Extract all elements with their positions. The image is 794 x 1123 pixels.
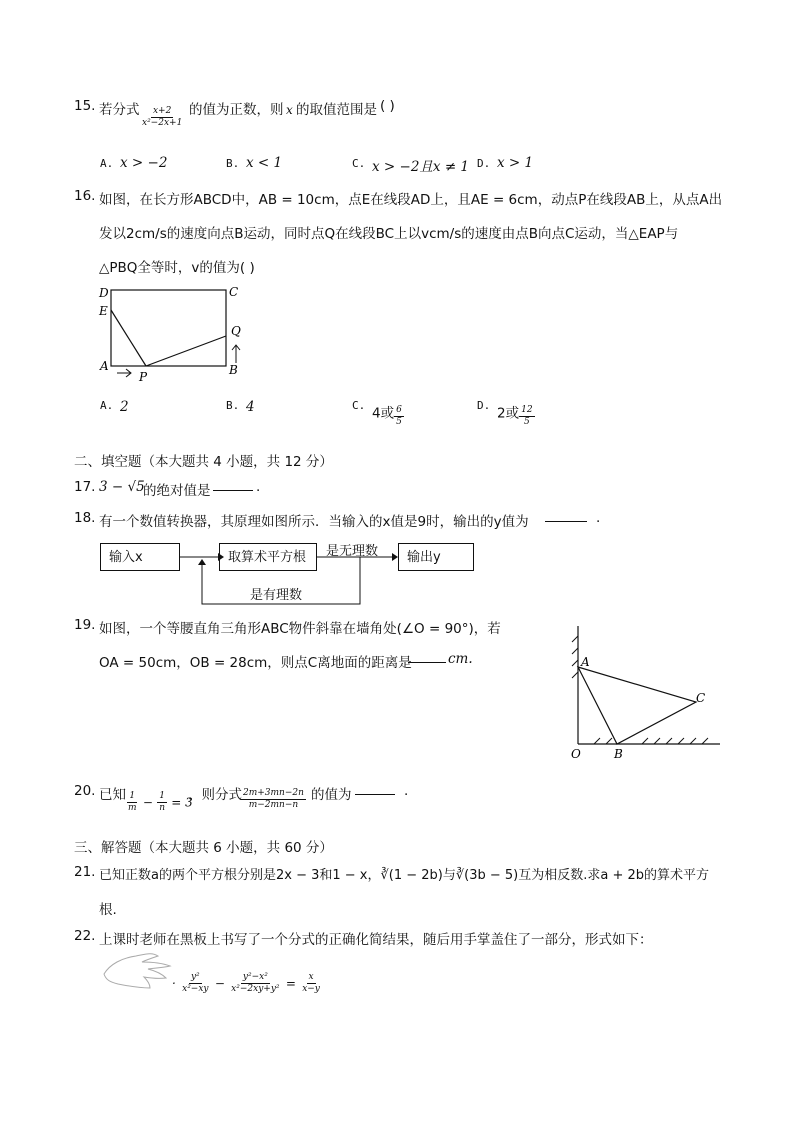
section-solve-heading: 三、解答题（本大题共 6 小题，共 60 分） bbox=[74, 840, 333, 856]
q20-condition: $\frac{1}{m}$ − $\frac{1}{n}$ = 3 bbox=[128, 791, 193, 813]
fraction-denominator: x−y bbox=[302, 984, 320, 994]
q18-end: . bbox=[596, 510, 601, 526]
fraction-numerator: 6 bbox=[396, 405, 402, 415]
q20-pre: 已知 bbox=[99, 787, 126, 803]
q15-stem-pre: 若分式 bbox=[99, 102, 140, 118]
q15-fraction bbox=[140, 106, 184, 129]
q19-answer-blank bbox=[408, 662, 446, 663]
q21-line1: 已知正数a的两个平方根分别是2x − 3和1 − x，∛(1 − 2b)与∛(3b − 5)互为相反数.求a + 2b的算术平方 bbox=[99, 868, 710, 883]
q15-option-d-letter: D. bbox=[477, 157, 491, 170]
q16-option-c: 4或 $\frac{6}{5}$ bbox=[372, 405, 402, 427]
q20-mid: ，则分式 bbox=[188, 787, 242, 803]
q20-fraction bbox=[241, 788, 306, 811]
q16-number: 16. bbox=[74, 188, 96, 204]
q22-number: 22. bbox=[74, 928, 96, 944]
q16-option-d: 2或 $\frac{12}{5}$ bbox=[497, 405, 533, 427]
fraction-denominator: m bbox=[128, 803, 137, 813]
q17-end: . bbox=[256, 479, 261, 495]
label-e: E bbox=[99, 304, 108, 318]
fraction-denominator: m−2mn−n bbox=[248, 800, 299, 810]
q17-expression: 3 − √5 bbox=[99, 479, 145, 495]
q16-option-b: 4 bbox=[246, 399, 255, 415]
q15-stem-post: 的值为正数，则 bbox=[189, 102, 284, 118]
fraction-numerator: x bbox=[308, 972, 314, 982]
q15-option-a-letter: A. bbox=[100, 157, 114, 170]
fraction-numerator: 12 bbox=[521, 405, 533, 415]
q15-stem-post2: 的取值范围是 bbox=[296, 102, 377, 118]
q15-option-b: x < 1 bbox=[246, 155, 283, 171]
fraction-denominator: x²−2xy+y² bbox=[231, 984, 280, 994]
fraction-numerator: y²−x² bbox=[242, 972, 268, 982]
q15-option-c-letter: C. bbox=[352, 157, 366, 170]
flow-box-output: 输出y bbox=[398, 543, 474, 571]
fraction-numerator: x+2 bbox=[152, 106, 172, 116]
flow-box-sqrt: 取算术平方根 bbox=[219, 543, 317, 571]
label-q: Q bbox=[231, 324, 241, 338]
q21-line2: 根. bbox=[99, 902, 117, 918]
q20-number: 20. bbox=[74, 783, 96, 799]
fraction-denominator: 5 bbox=[396, 417, 402, 427]
q16-line1: 如图，在长方形ABCD中，AB = 10cm，点E在线段AD上，且AE = 6cm，动点P在线段AB上，从点A出 bbox=[99, 192, 723, 208]
fraction-numerator: 1 bbox=[129, 791, 136, 801]
q15-option-b-letter: B. bbox=[226, 157, 240, 170]
flow-box-input: 输入x bbox=[100, 543, 180, 571]
fraction-denominator: x²−xy bbox=[182, 984, 209, 994]
q17-number: 17. bbox=[74, 479, 96, 495]
label-d: D bbox=[99, 286, 109, 300]
label-o: O bbox=[571, 747, 581, 761]
fraction-numerator: y² bbox=[190, 972, 200, 982]
q15-var: x bbox=[286, 103, 293, 117]
q15-answer-paren: ( ) bbox=[380, 98, 395, 114]
q20-post: 的值为 bbox=[311, 787, 352, 803]
q16-option-a: 2 bbox=[120, 399, 129, 415]
q20-answer-blank bbox=[355, 794, 395, 795]
q16-line3: △PBQ全等时，v的值为( ) bbox=[99, 260, 255, 276]
fraction-denominator: x²−2x+1 bbox=[142, 118, 183, 128]
q17-text: 的绝对值是 bbox=[143, 483, 211, 499]
section-fill-in-heading: 二、填空题（本大题共 4 小题，共 12 分） bbox=[74, 454, 333, 470]
label-c: C bbox=[696, 691, 706, 705]
label-a: A bbox=[581, 655, 590, 669]
flow-label-irrational: 是无理数 bbox=[326, 544, 379, 559]
fraction-numerator: 2m+3mn−2n bbox=[243, 788, 304, 798]
q15-option-a: x > −2 bbox=[120, 155, 168, 171]
fraction-numerator: 1 bbox=[159, 791, 165, 801]
q20-end: . bbox=[404, 783, 409, 799]
q16-rectangle-figure bbox=[95, 280, 255, 385]
q15-option-d: x > 1 bbox=[497, 155, 534, 171]
label-a: A bbox=[100, 359, 109, 373]
label-c: C bbox=[229, 285, 239, 299]
q22-expression: · $\frac{\text{y²}}{\text{x²−xy}}$ − $\frac{\text{y²−x²}}{\text{x²−2xy+y²}}$ = $\frac{x}{x-y}$ bbox=[172, 972, 320, 994]
q18-answer-blank bbox=[545, 521, 587, 522]
q18-text: 有一个数值转换器，其原理如图所示．当输入的x值是9时，输出的y值为 bbox=[99, 514, 529, 530]
label-b: B bbox=[614, 747, 623, 761]
fraction-denominator: 5 bbox=[523, 417, 530, 427]
q19-wall-triangle-figure bbox=[562, 622, 724, 762]
fraction-denominator: n bbox=[159, 803, 165, 813]
q15-number: 15. bbox=[74, 98, 96, 114]
q19-line2b: cm. bbox=[448, 651, 473, 667]
flow-label-rational: 是有理数 bbox=[250, 588, 303, 603]
q21-number: 21. bbox=[74, 864, 96, 880]
q15-option-c: x > −2且x ≠ 1 bbox=[372, 159, 470, 175]
label-b: B bbox=[229, 363, 238, 377]
q19-number: 19. bbox=[74, 617, 96, 633]
q17-answer-blank bbox=[213, 490, 253, 491]
q18-number: 18. bbox=[74, 510, 96, 526]
q22-text: 上课时老师在黑板上书写了一个分式的正确化简结果，随后用手掌盖住了一部分，形式如下： bbox=[99, 932, 653, 948]
q16-line2: 发以2cm/s的速度向点B运动，同时点Q在线段BC上以vcm/s的速度由点B向点C运动，当△EAP与 bbox=[99, 226, 679, 242]
q16-option-d-letter: D. bbox=[477, 399, 491, 412]
q16-option-b-letter: B. bbox=[226, 399, 240, 412]
q16-option-c-letter: C. bbox=[352, 399, 366, 412]
hand-cover-icon bbox=[100, 950, 174, 994]
q19-line2a: OA = 50cm，OB = 28cm，则点C离地面的距离是 bbox=[99, 655, 412, 671]
q16-option-a-letter: A. bbox=[100, 399, 114, 412]
label-p: P bbox=[139, 370, 148, 384]
q19-line1: 如图，一个等腰直角三角形ABC物件斜靠在墙角处(∠O = 90°)，若 bbox=[99, 621, 501, 637]
